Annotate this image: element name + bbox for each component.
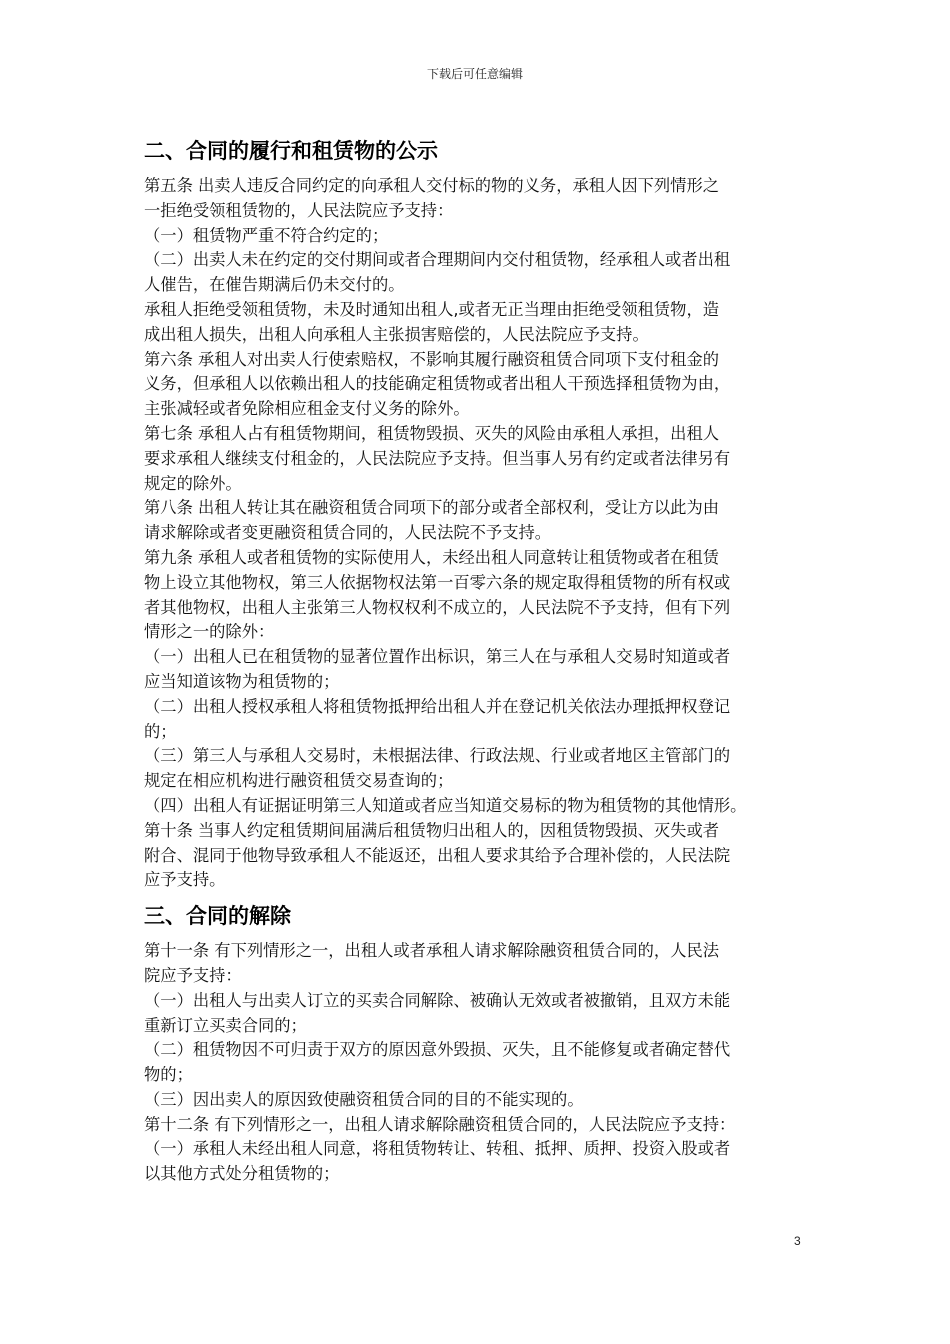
text-line: 规定的除外。 [144,473,242,493]
section-heading-performance: 二、合同的履行和租赁物的公示 [144,139,438,163]
page-number: 3 [794,1234,801,1248]
text-line: （一）出租人已在租赁物的显著位置作出标识，第三人在与承租人交易时知道或者 [144,647,731,667]
text-line: 人催告，在催告期满后仍未交付的。 [144,275,405,295]
text-line: 承租人拒绝受领租赁物，未及时通知出租人,或者无正当理由拒绝受领租赁物，造 [144,299,720,319]
text-line: 要求承租人继续支付租金的，人民法院应予支持。但当事人另有约定或者法律另有 [144,448,731,468]
section-heading-termination: 三、合同的解除 [144,904,291,929]
section-body-performance [144,174,816,893]
text-line: 应当知道该物为租赁物的； [144,671,340,691]
text-line: 成出租人损失，出租人向承租人主张损害赔偿的，人民法院应予支持。 [144,324,649,344]
text-line: 规定在相应机构进行融资租赁交易查询的； [144,771,454,791]
text-line: 第五条 出卖人违反合同约定的向承租人交付标的物的义务，承租人因下列情形之 [144,176,720,195]
text-line: 第六条 承租人对出卖人行使索赔权，不影响其履行融资租赁合同项下支付租金的 [144,349,720,369]
text-line: 重新订立买卖合同的； [144,1015,307,1035]
section-body-termination [144,939,816,1187]
text-line: 第十一条 有下列情形之一，出租人或者承租人请求解除融资租赁合同的，人民法 [144,941,720,961]
text-line: （三）因出卖人的原因致使融资租赁合同的目的不能实现的。 [144,1089,584,1109]
text-line: 应予支持。 [144,870,226,890]
text-line: （三）第三人与承租人交易时，未根据法律、行政法规、行业或者地区主管部门的 [144,746,731,766]
text-line: 附合、混同于他物导致承租人不能返还，出租人要求其给予合理补偿的，人民法院 [144,845,731,865]
text-line: 者其他物权，出租人主张第三人物权权利不成立的，人民法院不予支持，但有下列 [144,597,731,617]
text-line: 义务，但承租人以依赖出租人的技能确定租赁物或者出租人干预选择租赁物为由， [144,374,731,394]
text-line: 物的； [144,1065,193,1085]
text-line: （一）出租人与出卖人订立的买卖合同解除、被确认无效或者被撤销，且双方未能 [144,990,731,1010]
text-line: 第九条 承租人或者租赁物的实际使用人，未经出租人同意转让租赁物或者在租赁 [144,547,720,567]
text-line: 第十二条 有下列情形之一，出租人请求解除融资租赁合同的，人民法院应予支持： [144,1114,736,1134]
text-line: 院应予支持： [144,965,242,985]
text-line: 请求解除或者变更融资租赁合同的，人民法院不予支持。 [144,523,552,543]
text-line: 物上设立其他物权，第三人依据物权法第一百零六条的规定取得租赁物的所有权或 [144,572,731,592]
text-line: （二）租赁物因不可归责于双方的原因意外毁损、灭失，且不能修复或者确定替代 [144,1040,731,1060]
page-header: 下载后可任意编辑 [426,67,523,81]
text-line: （二）出卖人未在约定的交付期间或者合理期间内交付租赁物，经承租人或者出租 [144,250,731,270]
text-line: 第十条 当事人约定租赁期间届满后租赁物归出租人的，因租赁物毁损、灭失或者 [144,820,720,840]
document-body [144,134,816,1187]
text-line: （二）出租人授权承租人将租赁物抵押给出租人并在登记机关依法办理抵押权登记 [144,696,731,716]
text-line: （一）租赁物严重不符合约定的； [144,225,389,245]
text-line: 第七条 承租人占有租赁物期间，租赁物毁损、灭失的风险由承租人承担，出租人 [144,423,720,443]
text-line: （四）出租人有证据证明第三人知道或者应当知道交易标的物为租赁物的其他情形。 [144,795,747,815]
text-line: （一）承租人未经出租人同意，将租赁物转让、转租、抵押、质押、投资入股或者 [144,1139,731,1159]
text-line: 第八条 出租人转让其在融资租赁合同项下的部分或者全部权利，受让方以此为由 [144,498,720,518]
text-line: 以其他方式处分租赁物的； [144,1164,340,1184]
text-line: 情形之一的除外： [144,622,275,642]
text-line: 一拒绝受领租赁物的，人民法院应予支持： [144,200,454,220]
text-line: 的； [144,721,177,741]
text-line: 主张减轻或者免除相应租金支付义务的除外。 [144,399,470,419]
